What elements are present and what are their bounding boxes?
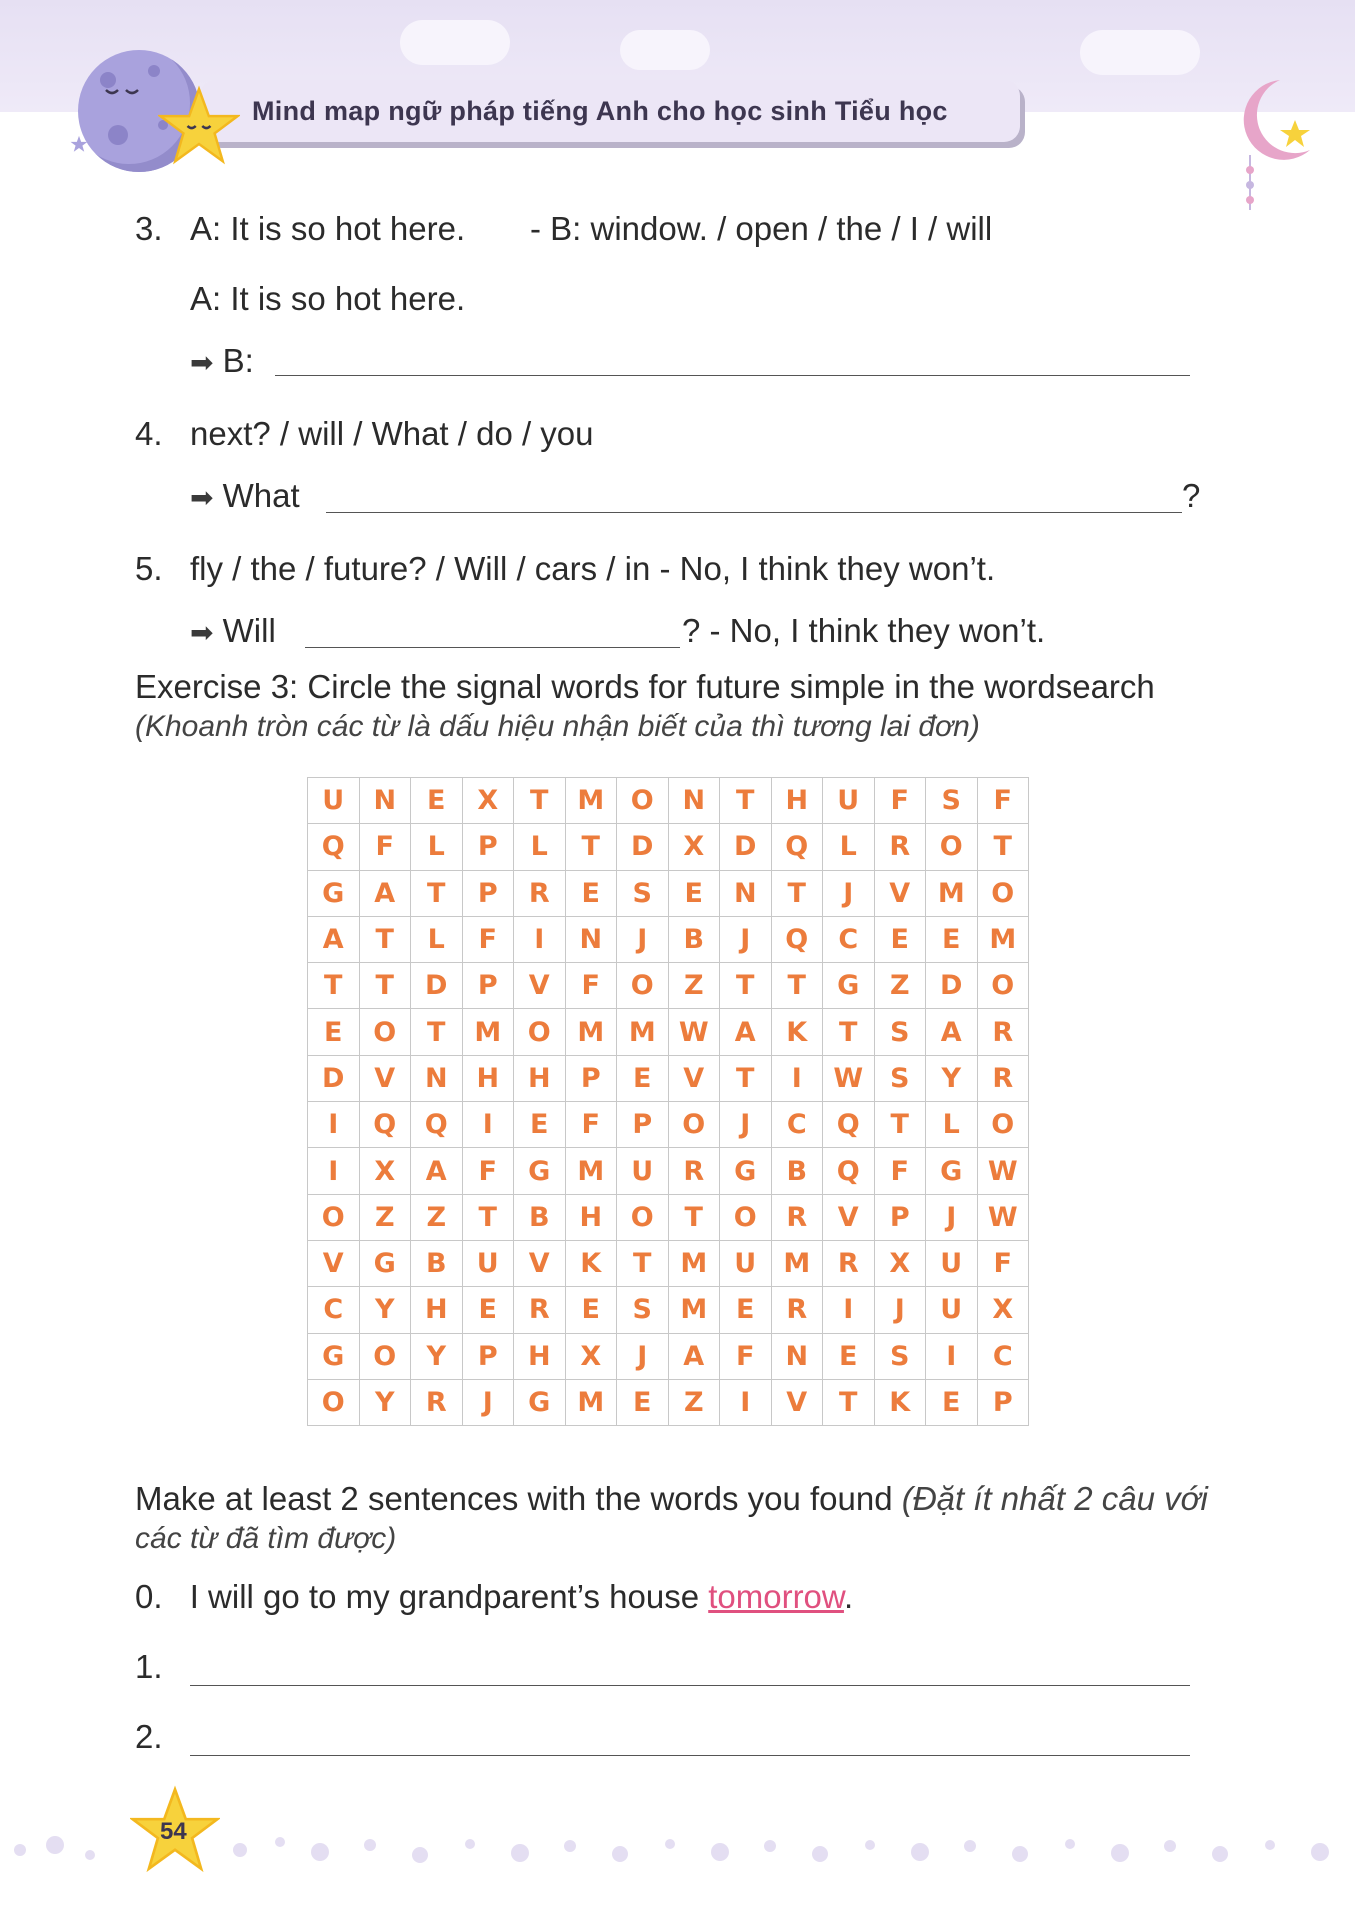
grid-cell[interactable]: V [771, 1379, 823, 1425]
grid-cell[interactable]: C [823, 916, 875, 962]
star-icon [158, 85, 240, 167]
grid-cell[interactable]: U [720, 1240, 772, 1286]
grid-cell[interactable]: N [565, 916, 617, 962]
grid-cell[interactable]: Y [359, 1379, 411, 1425]
arrow-right-icon: ➡ [190, 617, 214, 648]
grid-cell[interactable]: R [771, 1287, 823, 1333]
grid-cell[interactable]: V [514, 963, 566, 1009]
grid-cell[interactable]: V [359, 1055, 411, 1101]
grid-cell[interactable]: G [359, 1240, 411, 1286]
grid-row [308, 963, 1029, 1009]
grid-cell[interactable]: O [977, 963, 1029, 1009]
grid-cell[interactable]: F [462, 1148, 514, 1194]
grid-row [308, 916, 1029, 962]
grid-cell[interactable]: V [668, 1055, 720, 1101]
grid-cell[interactable]: J [720, 1102, 772, 1148]
grid-cell[interactable]: F [359, 824, 411, 870]
cloud-decoration [620, 30, 710, 70]
grid-cell[interactable]: L [411, 916, 463, 962]
grid-cell[interactable]: O [617, 1194, 669, 1240]
grid-cell[interactable]: X [565, 1333, 617, 1379]
grid-cell[interactable]: U [823, 778, 875, 824]
grid-cell[interactable]: H [565, 1194, 617, 1240]
grid-cell[interactable]: Q [411, 1102, 463, 1148]
grid-cell[interactable]: R [411, 1379, 463, 1425]
grid-cell[interactable]: E [617, 1379, 669, 1425]
grid-row [308, 1194, 1029, 1240]
grid-cell[interactable]: S [617, 1287, 669, 1333]
cloud-decoration [1080, 30, 1200, 75]
grid-cell[interactable]: H [514, 1055, 566, 1101]
grid-row [308, 1240, 1029, 1286]
grid-cell[interactable]: R [514, 870, 566, 916]
grid-cell[interactable]: F [874, 1148, 926, 1194]
grid-cell[interactable]: E [565, 1287, 617, 1333]
grid-cell[interactable]: P [874, 1194, 926, 1240]
grid-row [308, 778, 1029, 824]
question-5-suffix: ? - No, I think they won’t. [682, 612, 1046, 649]
grid-cell[interactable]: O [617, 963, 669, 1009]
grid-cell[interactable]: H [462, 1055, 514, 1101]
grid-cell[interactable]: E [926, 1379, 978, 1425]
question-5-answer [190, 612, 276, 650]
grid-cell[interactable]: N [411, 1055, 463, 1101]
grid-cell[interactable]: L [926, 1102, 978, 1148]
grid-cell[interactable]: P [977, 1379, 1029, 1425]
grid-cell[interactable]: A [359, 870, 411, 916]
grid-cell[interactable]: T [514, 778, 566, 824]
grid-cell[interactable]: M [565, 1148, 617, 1194]
instruction-text: Make at least 2 sentences with the words you found [135, 1480, 893, 1517]
grid-cell[interactable]: T [823, 1009, 875, 1055]
grid-cell[interactable]: D [720, 824, 772, 870]
grid-cell[interactable]: O [926, 824, 978, 870]
grid-cell[interactable]: R [668, 1148, 720, 1194]
grid-cell[interactable]: R [977, 1009, 1029, 1055]
grid-cell[interactable]: R [771, 1194, 823, 1240]
grid-cell[interactable]: W [977, 1194, 1029, 1240]
grid-cell[interactable]: O [977, 1102, 1029, 1148]
grid-cell[interactable]: P [462, 824, 514, 870]
grid-row [308, 1379, 1029, 1425]
grid-cell[interactable]: F [720, 1333, 772, 1379]
arrow-right-icon: ➡ [190, 347, 214, 378]
grid-cell[interactable]: M [977, 916, 1029, 962]
grid-cell[interactable]: Z [874, 963, 926, 1009]
grid-cell[interactable]: O [977, 870, 1029, 916]
grid-cell[interactable]: R [823, 1240, 875, 1286]
grid-cell[interactable]: I [462, 1102, 514, 1148]
question-5-prompt: fly / the / future? / Will / cars / in - No, I think they won’t. [190, 550, 996, 587]
grid-cell[interactable]: V [308, 1240, 360, 1286]
grid-cell[interactable]: D [411, 963, 463, 1009]
sentence-1-line[interactable] [190, 1685, 1190, 1686]
grid-cell[interactable]: B [514, 1194, 566, 1240]
grid-cell[interactable]: R [514, 1287, 566, 1333]
grid-row [308, 870, 1029, 916]
grid-cell[interactable]: I [771, 1055, 823, 1101]
grid-cell[interactable]: E [874, 916, 926, 962]
grid-cell[interactable]: O [668, 1102, 720, 1148]
grid-cell[interactable]: E [823, 1333, 875, 1379]
grid-cell[interactable]: O [359, 1009, 411, 1055]
grid-cell[interactable]: N [359, 778, 411, 824]
grid-cell[interactable]: H [514, 1333, 566, 1379]
grid-cell[interactable]: C [308, 1287, 360, 1333]
grid-cell[interactable]: M [771, 1240, 823, 1286]
grid-row [308, 1055, 1029, 1101]
make-sentences-instruction [135, 1480, 1208, 1518]
grid-cell[interactable]: E [565, 870, 617, 916]
grid-cell[interactable]: T [462, 1194, 514, 1240]
example-text: I will go to my grandparent’s house [189, 1578, 700, 1615]
grid-cell[interactable]: U [926, 1240, 978, 1286]
grid-cell[interactable]: F [874, 778, 926, 824]
grid-cell[interactable]: A [411, 1148, 463, 1194]
question-4-suffix: ? [1182, 477, 1201, 514]
grid-cell[interactable]: H [411, 1287, 463, 1333]
grid-cell[interactable]: G [926, 1148, 978, 1194]
grid-row [308, 1287, 1029, 1333]
grid-cell[interactable]: P [462, 870, 514, 916]
grid-cell[interactable]: Y [411, 1333, 463, 1379]
grid-cell[interactable]: R [977, 1055, 1029, 1101]
grid-cell[interactable]: D [617, 824, 669, 870]
grid-cell[interactable]: U [462, 1240, 514, 1286]
grid-row [308, 1148, 1029, 1194]
grid-cell[interactable]: T [359, 963, 411, 1009]
wordsearch-grid [307, 777, 1029, 1426]
grid-cell[interactable]: T [720, 963, 772, 1009]
grid-cell[interactable]: F [462, 916, 514, 962]
grid-cell[interactable]: P [565, 1055, 617, 1101]
grid-cell[interactable]: I [308, 1148, 360, 1194]
grid-cell[interactable]: J [823, 870, 875, 916]
grid-cell[interactable]: M [668, 1287, 720, 1333]
grid-cell[interactable]: A [668, 1333, 720, 1379]
grid-cell[interactable]: S [926, 778, 978, 824]
grid-cell[interactable]: F [977, 778, 1029, 824]
grid-cell[interactable]: V [514, 1240, 566, 1286]
grid-cell[interactable]: K [565, 1240, 617, 1286]
question-4-prompt: next? / will / What / do / you [190, 415, 594, 452]
grid-cell[interactable]: V [874, 870, 926, 916]
grid-cell[interactable]: W [668, 1009, 720, 1055]
grid-cell[interactable]: Q [823, 1148, 875, 1194]
grid-cell[interactable]: M [565, 1009, 617, 1055]
exercise-3-title: Exercise 3: Circle the signal words for future simple in the wordsearch [135, 668, 1155, 705]
grid-cell[interactable]: Q [823, 1102, 875, 1148]
grid-cell[interactable]: Z [411, 1194, 463, 1240]
grid-cell[interactable]: W [823, 1055, 875, 1101]
grid-cell[interactable]: O [720, 1194, 772, 1240]
grid-cell[interactable]: O [617, 778, 669, 824]
grid-cell[interactable]: P [617, 1102, 669, 1148]
grid-cell[interactable]: P [462, 963, 514, 1009]
grid-cell[interactable]: I [823, 1287, 875, 1333]
grid-cell[interactable]: H [771, 778, 823, 824]
grid-cell[interactable]: D [308, 1055, 360, 1101]
grid-cell[interactable]: N [771, 1333, 823, 1379]
grid-cell[interactable]: T [977, 824, 1029, 870]
grid-cell[interactable]: E [617, 1055, 669, 1101]
grid-cell[interactable]: S [617, 870, 669, 916]
grid-cell[interactable]: U [308, 778, 360, 824]
grid-cell[interactable]: B [771, 1148, 823, 1194]
question-3-prompt-a: A: It is so hot here. [190, 210, 466, 247]
small-star-icon [70, 135, 88, 153]
grid-cell[interactable]: M [617, 1009, 669, 1055]
exercise-3-subtitle: (Khoanh tròn các từ là dấu hiệu nhận biết của thì tương lai đơn) [135, 710, 980, 743]
grid-cell[interactable]: L [514, 824, 566, 870]
grid-cell[interactable]: K [771, 1009, 823, 1055]
grid-cell[interactable]: Q [308, 824, 360, 870]
grid-cell[interactable]: L [411, 824, 463, 870]
grid-cell[interactable]: E [514, 1102, 566, 1148]
grid-cell[interactable]: U [617, 1148, 669, 1194]
grid-cell[interactable]: I [720, 1379, 772, 1425]
page-title [200, 80, 1020, 142]
grid-cell[interactable]: J [617, 916, 669, 962]
grid-cell[interactable]: E [462, 1287, 514, 1333]
grid-cell[interactable]: F [565, 963, 617, 1009]
grid-cell[interactable]: M [926, 870, 978, 916]
grid-cell[interactable]: J [926, 1194, 978, 1240]
grid-cell[interactable]: I [308, 1102, 360, 1148]
question-3-answer [190, 342, 254, 380]
grid-cell[interactable]: O [308, 1194, 360, 1240]
question-3-line-a: A: It is so hot here. [190, 280, 466, 317]
grid-row [308, 1333, 1029, 1379]
grid-cell[interactable]: Q [771, 916, 823, 962]
grid-cell[interactable]: T [411, 870, 463, 916]
grid-cell[interactable]: A [926, 1009, 978, 1055]
grid-cell[interactable]: T [359, 916, 411, 962]
grid-cell[interactable]: O [359, 1333, 411, 1379]
grid-cell[interactable]: G [823, 963, 875, 1009]
grid-cell[interactable]: C [977, 1333, 1029, 1379]
answer-prefix: What [222, 477, 300, 514]
grid-row [308, 1102, 1029, 1148]
sentence-1-number: 1. [135, 1648, 163, 1685]
grid-cell[interactable]: J [720, 916, 772, 962]
grid-cell[interactable]: V [823, 1194, 875, 1240]
grid-cell[interactable]: E [926, 916, 978, 962]
grid-cell[interactable]: F [565, 1102, 617, 1148]
grid-cell[interactable]: Z [359, 1194, 411, 1240]
grid-cell[interactable]: J [462, 1379, 514, 1425]
grid-cell[interactable]: G [308, 870, 360, 916]
grid-cell[interactable]: A [720, 1009, 772, 1055]
question-4-answer [190, 477, 300, 515]
cloud-decoration [400, 20, 510, 65]
grid-cell[interactable]: E [720, 1287, 772, 1333]
grid-cell[interactable]: T [617, 1240, 669, 1286]
grid-cell[interactable]: W [977, 1148, 1029, 1194]
grid-cell[interactable]: T [720, 1055, 772, 1101]
grid-cell[interactable]: J [874, 1287, 926, 1333]
answer-prefix: Will [222, 612, 276, 649]
grid-cell[interactable]: G [720, 1148, 772, 1194]
grid-cell[interactable]: E [668, 870, 720, 916]
sentence-2-number: 2. [135, 1718, 163, 1755]
grid-cell[interactable]: T [668, 1194, 720, 1240]
grid-cell[interactable]: I [514, 916, 566, 962]
grid-cell[interactable]: B [668, 916, 720, 962]
grid-cell[interactable]: T [411, 1009, 463, 1055]
grid-cell[interactable]: T [308, 963, 360, 1009]
grid-cell[interactable]: U [926, 1287, 978, 1333]
grid-cell[interactable]: Y [359, 1287, 411, 1333]
grid-cell[interactable]: Q [359, 1102, 411, 1148]
grid-cell[interactable]: N [668, 778, 720, 824]
grid-cell[interactable]: F [977, 1240, 1029, 1286]
grid-cell[interactable]: T [771, 870, 823, 916]
grid-cell[interactable]: T [720, 778, 772, 824]
grid-cell[interactable]: I [926, 1333, 978, 1379]
grid-cell[interactable]: C [771, 1102, 823, 1148]
grid-cell[interactable]: T [771, 963, 823, 1009]
answer-prefix: B: [222, 342, 254, 379]
grid-cell[interactable]: A [308, 916, 360, 962]
grid-cell[interactable]: N [720, 870, 772, 916]
question-4-number: 4. [135, 415, 163, 452]
grid-cell[interactable]: X [462, 778, 514, 824]
grid-cell[interactable]: M [565, 1379, 617, 1425]
make-sentences-instruction-vi-2: các từ đã tìm được) [135, 1522, 397, 1555]
grid-cell[interactable]: D [926, 963, 978, 1009]
grid-cell[interactable]: S [874, 1055, 926, 1101]
grid-cell[interactable]: G [514, 1148, 566, 1194]
grid-cell[interactable]: Q [771, 824, 823, 870]
arrow-right-icon: ➡ [190, 482, 214, 513]
page-title-text: Mind map ngữ pháp tiếng Anh cho học sinh Tiểu học [252, 95, 948, 126]
grid-cell[interactable]: S [874, 1009, 926, 1055]
grid-cell[interactable]: X [977, 1287, 1029, 1333]
grid-cell[interactable]: K [874, 1379, 926, 1425]
grid-cell[interactable]: G [514, 1379, 566, 1425]
grid-cell[interactable]: M [565, 778, 617, 824]
example-number: 0. [135, 1578, 163, 1615]
answer-line-q4[interactable] [326, 512, 1182, 513]
grid-cell[interactable]: Z [668, 963, 720, 1009]
grid-cell[interactable]: T [874, 1102, 926, 1148]
grid-cell[interactable]: R [874, 824, 926, 870]
question-5-number: 5. [135, 550, 163, 587]
grid-cell[interactable]: X [668, 824, 720, 870]
answer-line-q3[interactable] [275, 375, 1190, 376]
example-end: . [843, 1578, 854, 1615]
grid-cell[interactable]: X [359, 1148, 411, 1194]
instruction-vi-text: (Đặt ít nhất 2 câu với [901, 1480, 1208, 1517]
question-3-prompt-b: - B: window. / open / the / I / will [530, 210, 993, 247]
crescent-moon-icon [1220, 70, 1330, 220]
grid-cell[interactable]: S [874, 1333, 926, 1379]
grid-cell[interactable]: M [462, 1009, 514, 1055]
grid-row [308, 824, 1029, 870]
grid-cell[interactable]: L [823, 824, 875, 870]
grid-cell[interactable]: B [411, 1240, 463, 1286]
example-sentence [135, 1578, 853, 1616]
grid-cell[interactable]: J [617, 1333, 669, 1379]
grid-cell[interactable]: T [565, 824, 617, 870]
grid-row [308, 1009, 1029, 1055]
grid-cell[interactable]: E [411, 778, 463, 824]
grid-cell[interactable]: O [308, 1379, 360, 1425]
page-number: 54 [160, 1818, 187, 1845]
grid-cell[interactable]: E [308, 1009, 360, 1055]
example-signal-word: tomorrow [708, 1578, 844, 1615]
grid-cell[interactable]: Z [668, 1379, 720, 1425]
question-3-number: 3. [135, 210, 163, 247]
answer-line-q5[interactable] [305, 647, 680, 648]
grid-cell[interactable]: G [308, 1333, 360, 1379]
grid-cell[interactable]: O [514, 1009, 566, 1055]
sentence-2-line[interactable] [190, 1755, 1190, 1756]
grid-cell[interactable]: P [462, 1333, 514, 1379]
grid-cell[interactable]: T [823, 1379, 875, 1425]
grid-cell[interactable]: M [668, 1240, 720, 1286]
grid-cell[interactable]: Y [926, 1055, 978, 1101]
grid-cell[interactable]: X [874, 1240, 926, 1286]
